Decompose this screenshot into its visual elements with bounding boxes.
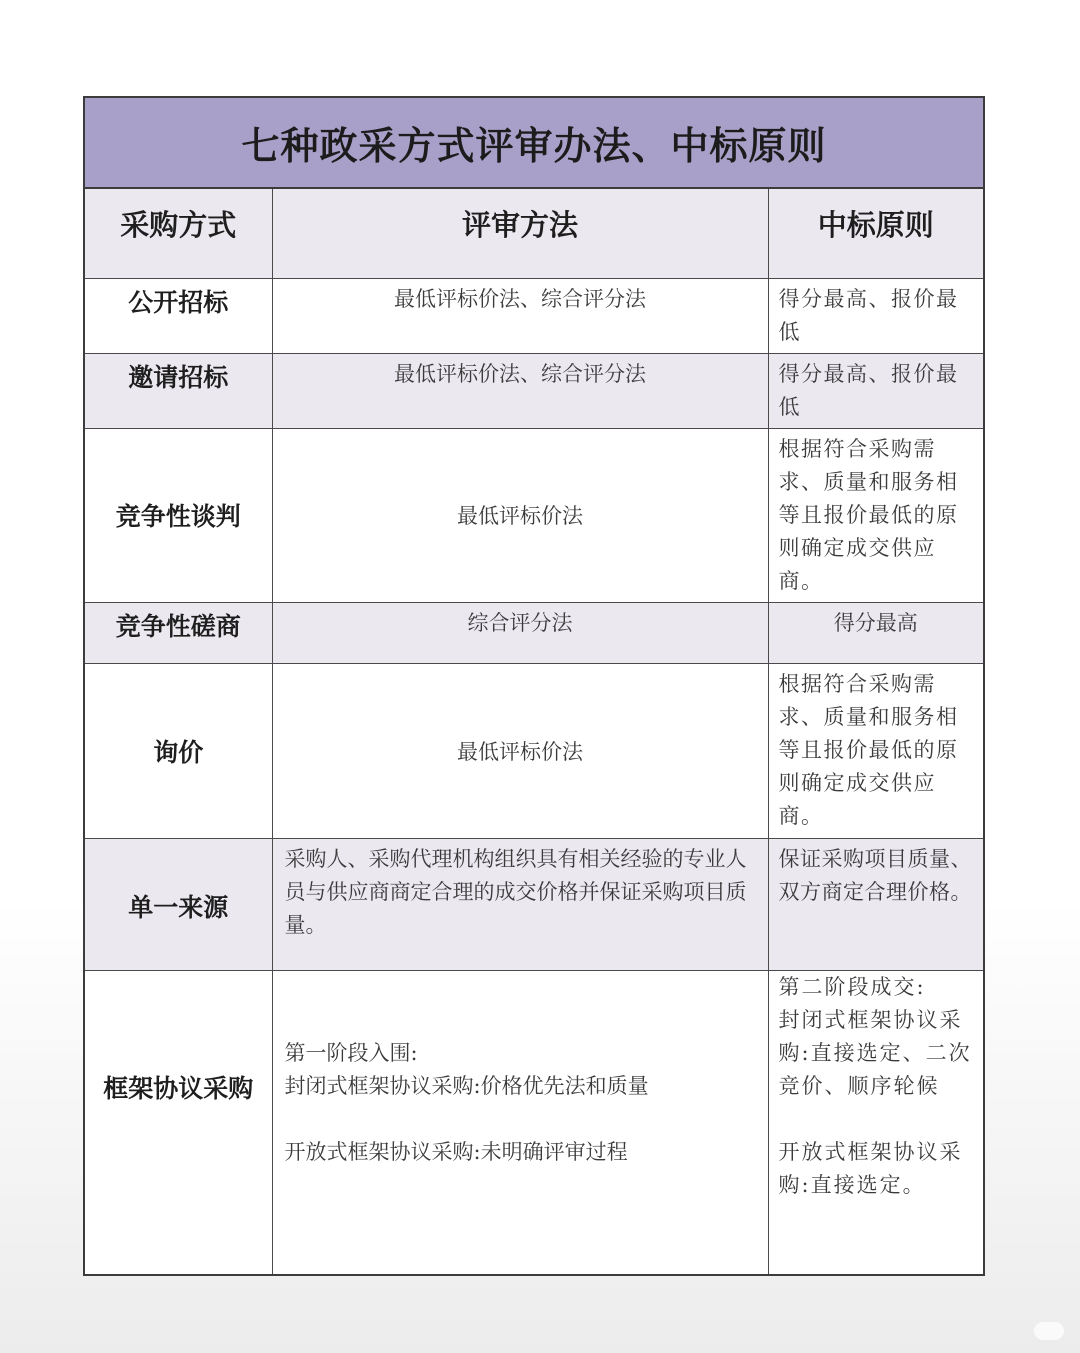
award-cell: 根据符合采购需求、质量和服务相等且报价最低的原则确定成交供应商。 xyxy=(768,663,983,838)
table-row xyxy=(85,970,983,1274)
table-row xyxy=(85,663,983,838)
evaluation-cell: 综合评分法 xyxy=(272,602,768,663)
stage-two-heading: 第二阶段成交: xyxy=(778,974,926,999)
header-evaluation: 评审方法 xyxy=(272,189,768,278)
evaluation-cell: 采购人、采购代理机构组织具有相关经验的专业人员与供应商商定合理的成交价格并保证采购项目质量。 xyxy=(272,838,768,970)
table-row xyxy=(85,602,983,663)
open-framework-award: 开放式框架协议采购:直接选定。 xyxy=(778,1139,963,1197)
award-cell xyxy=(768,970,983,1274)
method-cell: 单一来源 xyxy=(85,838,272,970)
table-row xyxy=(85,428,983,602)
award-cell: 得分最高、报价最低 xyxy=(768,353,983,428)
evaluation-cell: 最低评标价法 xyxy=(272,663,768,838)
method-cell: 公开招标 xyxy=(85,278,272,353)
evaluation-cell: 最低评标价法、综合评分法 xyxy=(272,353,768,428)
procurement-table xyxy=(85,189,983,1274)
table-row xyxy=(85,838,983,970)
table-row xyxy=(85,278,983,353)
method-cell: 竞争性谈判 xyxy=(85,428,272,602)
policy-table-card xyxy=(83,96,985,1276)
method-cell: 询价 xyxy=(85,663,272,838)
award-cell: 得分最高 xyxy=(768,602,983,663)
method-cell: 邀请招标 xyxy=(85,353,272,428)
spacer xyxy=(285,1103,756,1136)
header-award-principle: 中标原则 xyxy=(768,189,983,278)
spacer xyxy=(779,1103,974,1136)
table-row xyxy=(85,353,983,428)
method-cell: 框架协议采购 xyxy=(85,970,272,1274)
closed-framework-eval: 封闭式框架协议采购:价格优先法和质量 xyxy=(284,1073,649,1098)
evaluation-cell xyxy=(272,970,768,1274)
award-cell: 根据符合采购需求、质量和服务相等且报价最低的原则确定成交供应商。 xyxy=(768,428,983,602)
closed-framework-award: 封闭式框架协议采购:直接选定、二次竞价、顺序轮候 xyxy=(778,1007,972,1098)
stage-one-heading: 第一阶段入围: xyxy=(284,1040,418,1065)
header-row xyxy=(85,189,983,278)
evaluation-cell: 最低评标价法、综合评分法 xyxy=(272,278,768,353)
open-framework-eval: 开放式框架协议采购:未明确评审过程 xyxy=(284,1139,628,1164)
watermark-badge xyxy=(1034,1322,1064,1340)
page-title: 七种政采方式评审办法、中标原则 xyxy=(85,98,983,189)
method-cell: 竞争性磋商 xyxy=(85,602,272,663)
header-method: 采购方式 xyxy=(85,189,272,278)
evaluation-cell: 最低评标价法 xyxy=(272,428,768,602)
award-cell: 保证采购项目质量、双方商定合理价格。 xyxy=(768,838,983,970)
award-cell: 得分最高、报价最低 xyxy=(768,278,983,353)
